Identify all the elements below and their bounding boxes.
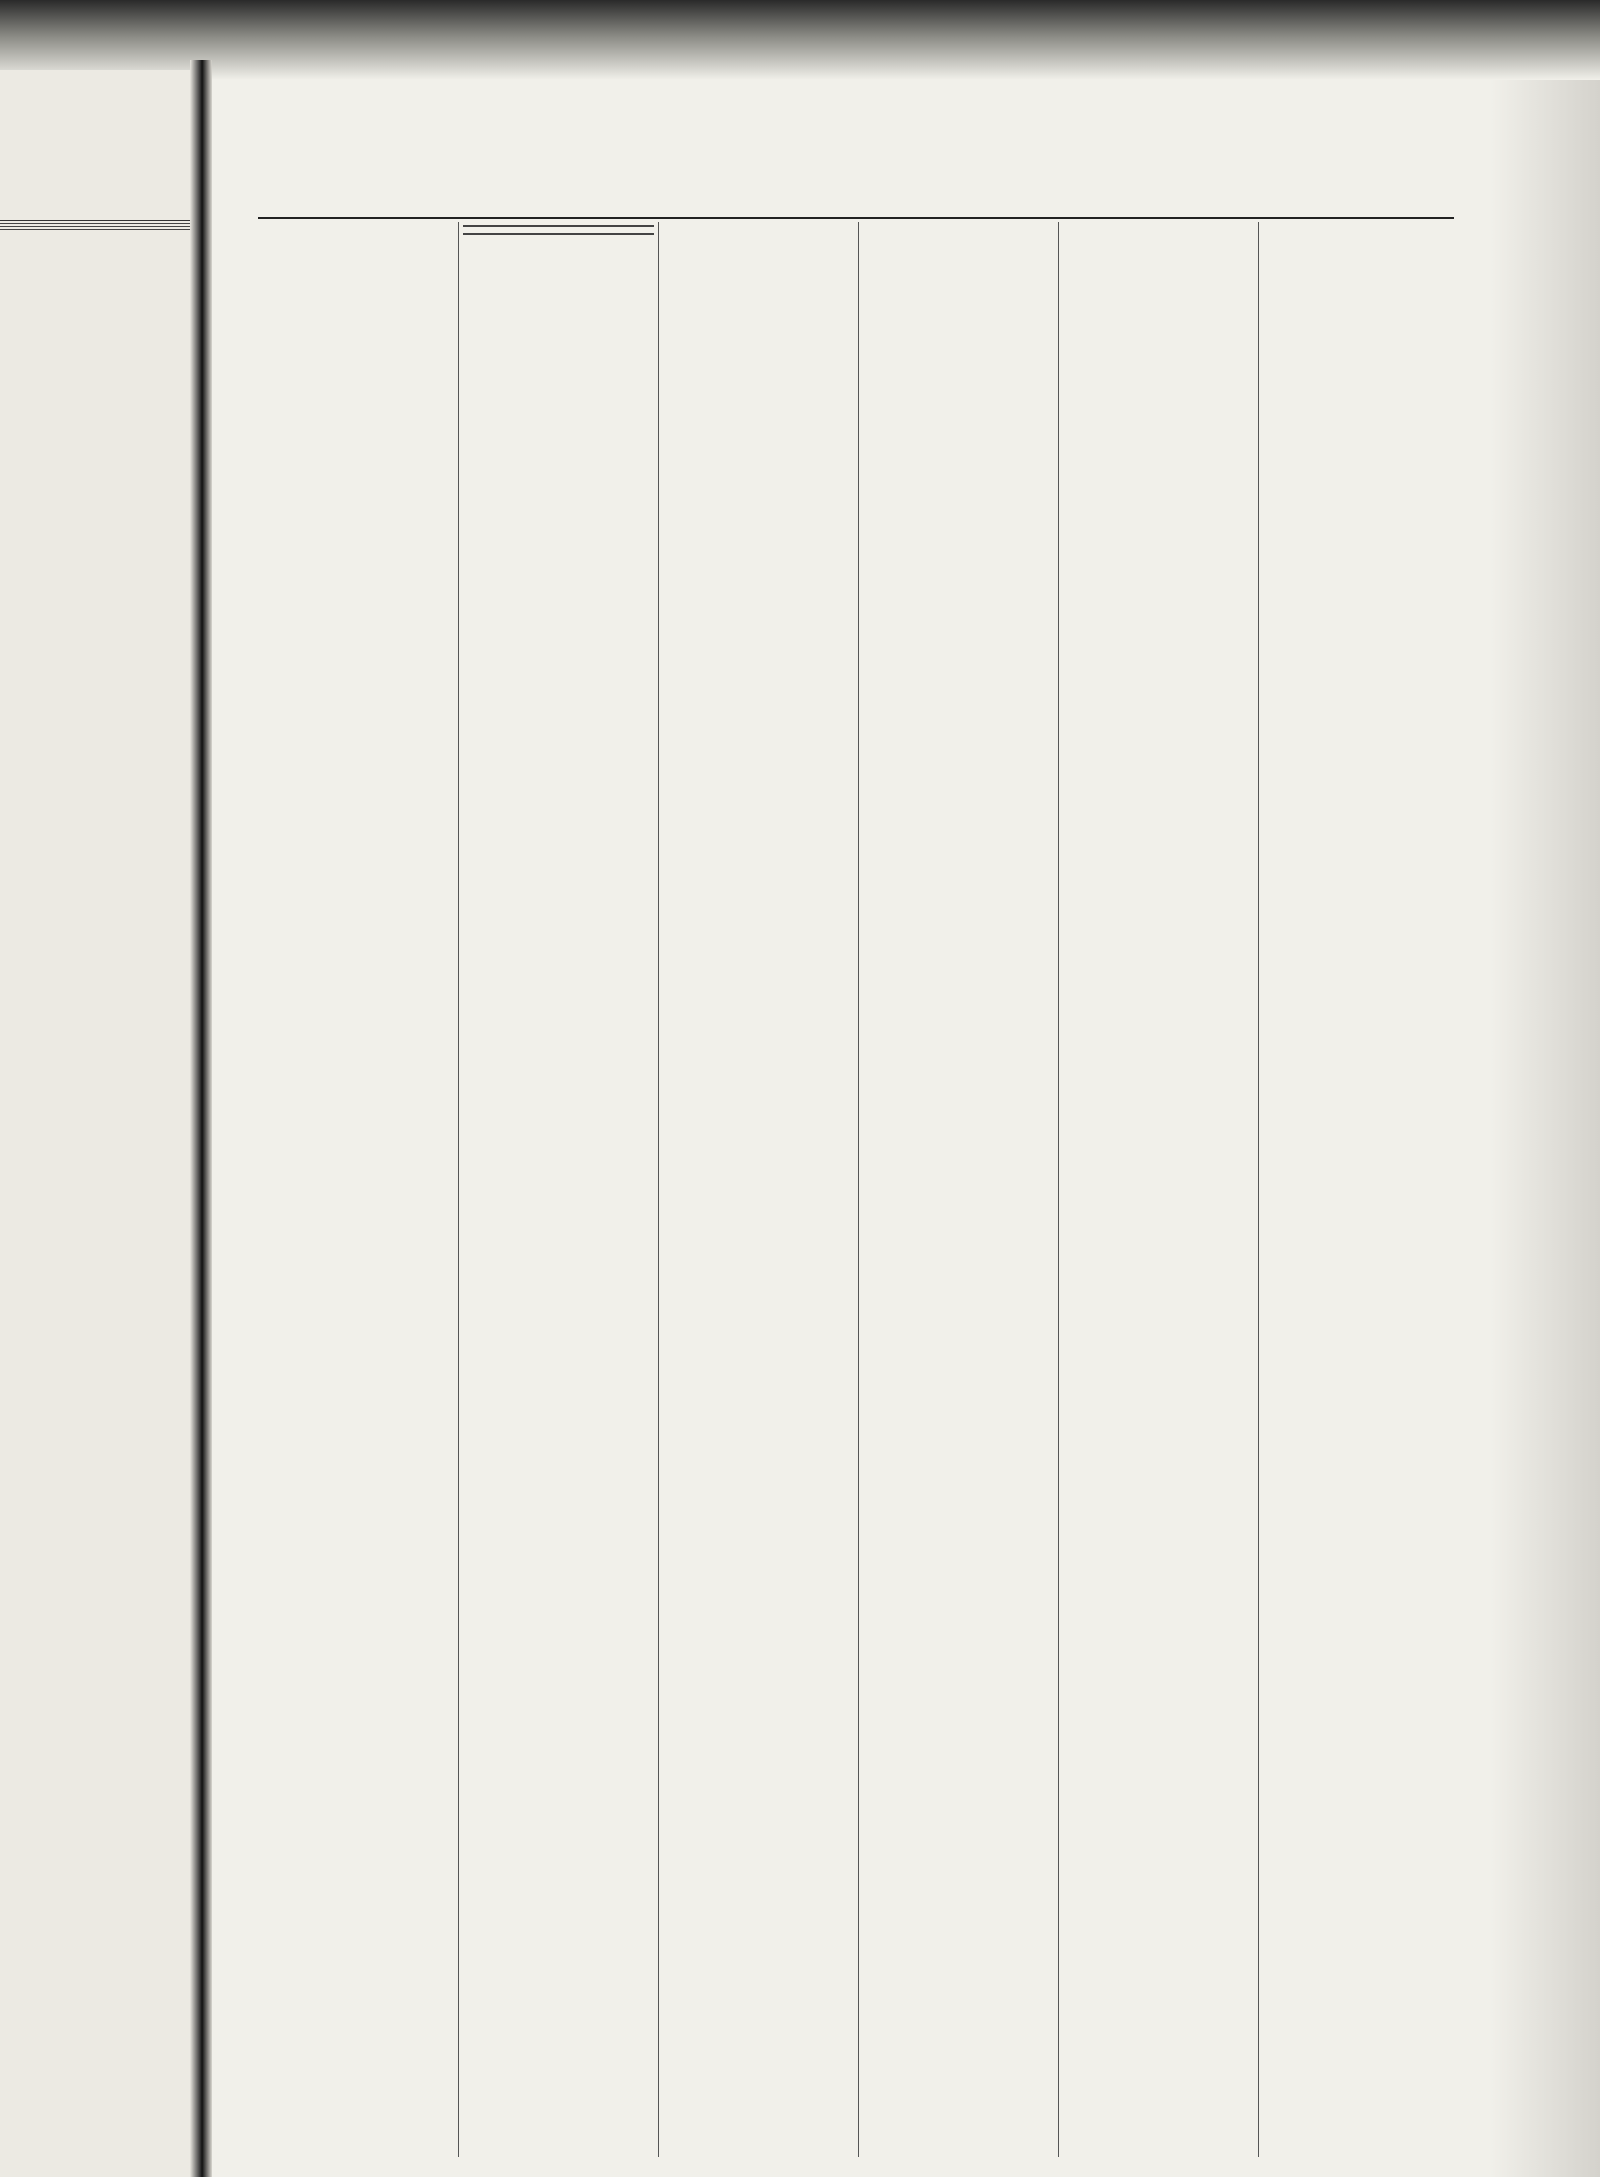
left-section-heading [0,223,196,224]
street-heading [463,225,654,227]
page-header-volume-year [262,180,272,206]
directory-column-3 [658,222,858,2157]
scan-top-shadow [0,0,1600,80]
page-edge-shadow [1490,80,1600,2177]
directory-columns [258,222,1458,2157]
street-heading [463,233,654,235]
left-section-heading [0,226,196,227]
left-page [0,70,196,2177]
header-rule [258,217,1454,219]
left-section-heading [0,229,196,230]
directory-column-2 [458,222,658,2157]
left-page-header [44,188,58,214]
directory-page [212,70,1490,2170]
directory-column-1 [258,222,458,2157]
directory-column-6 [1258,222,1458,2157]
directory-column-4 [858,222,1058,2157]
directory-column-5 [1058,222,1258,2157]
book-gutter [190,60,212,2177]
left-page-column [0,220,196,2177]
